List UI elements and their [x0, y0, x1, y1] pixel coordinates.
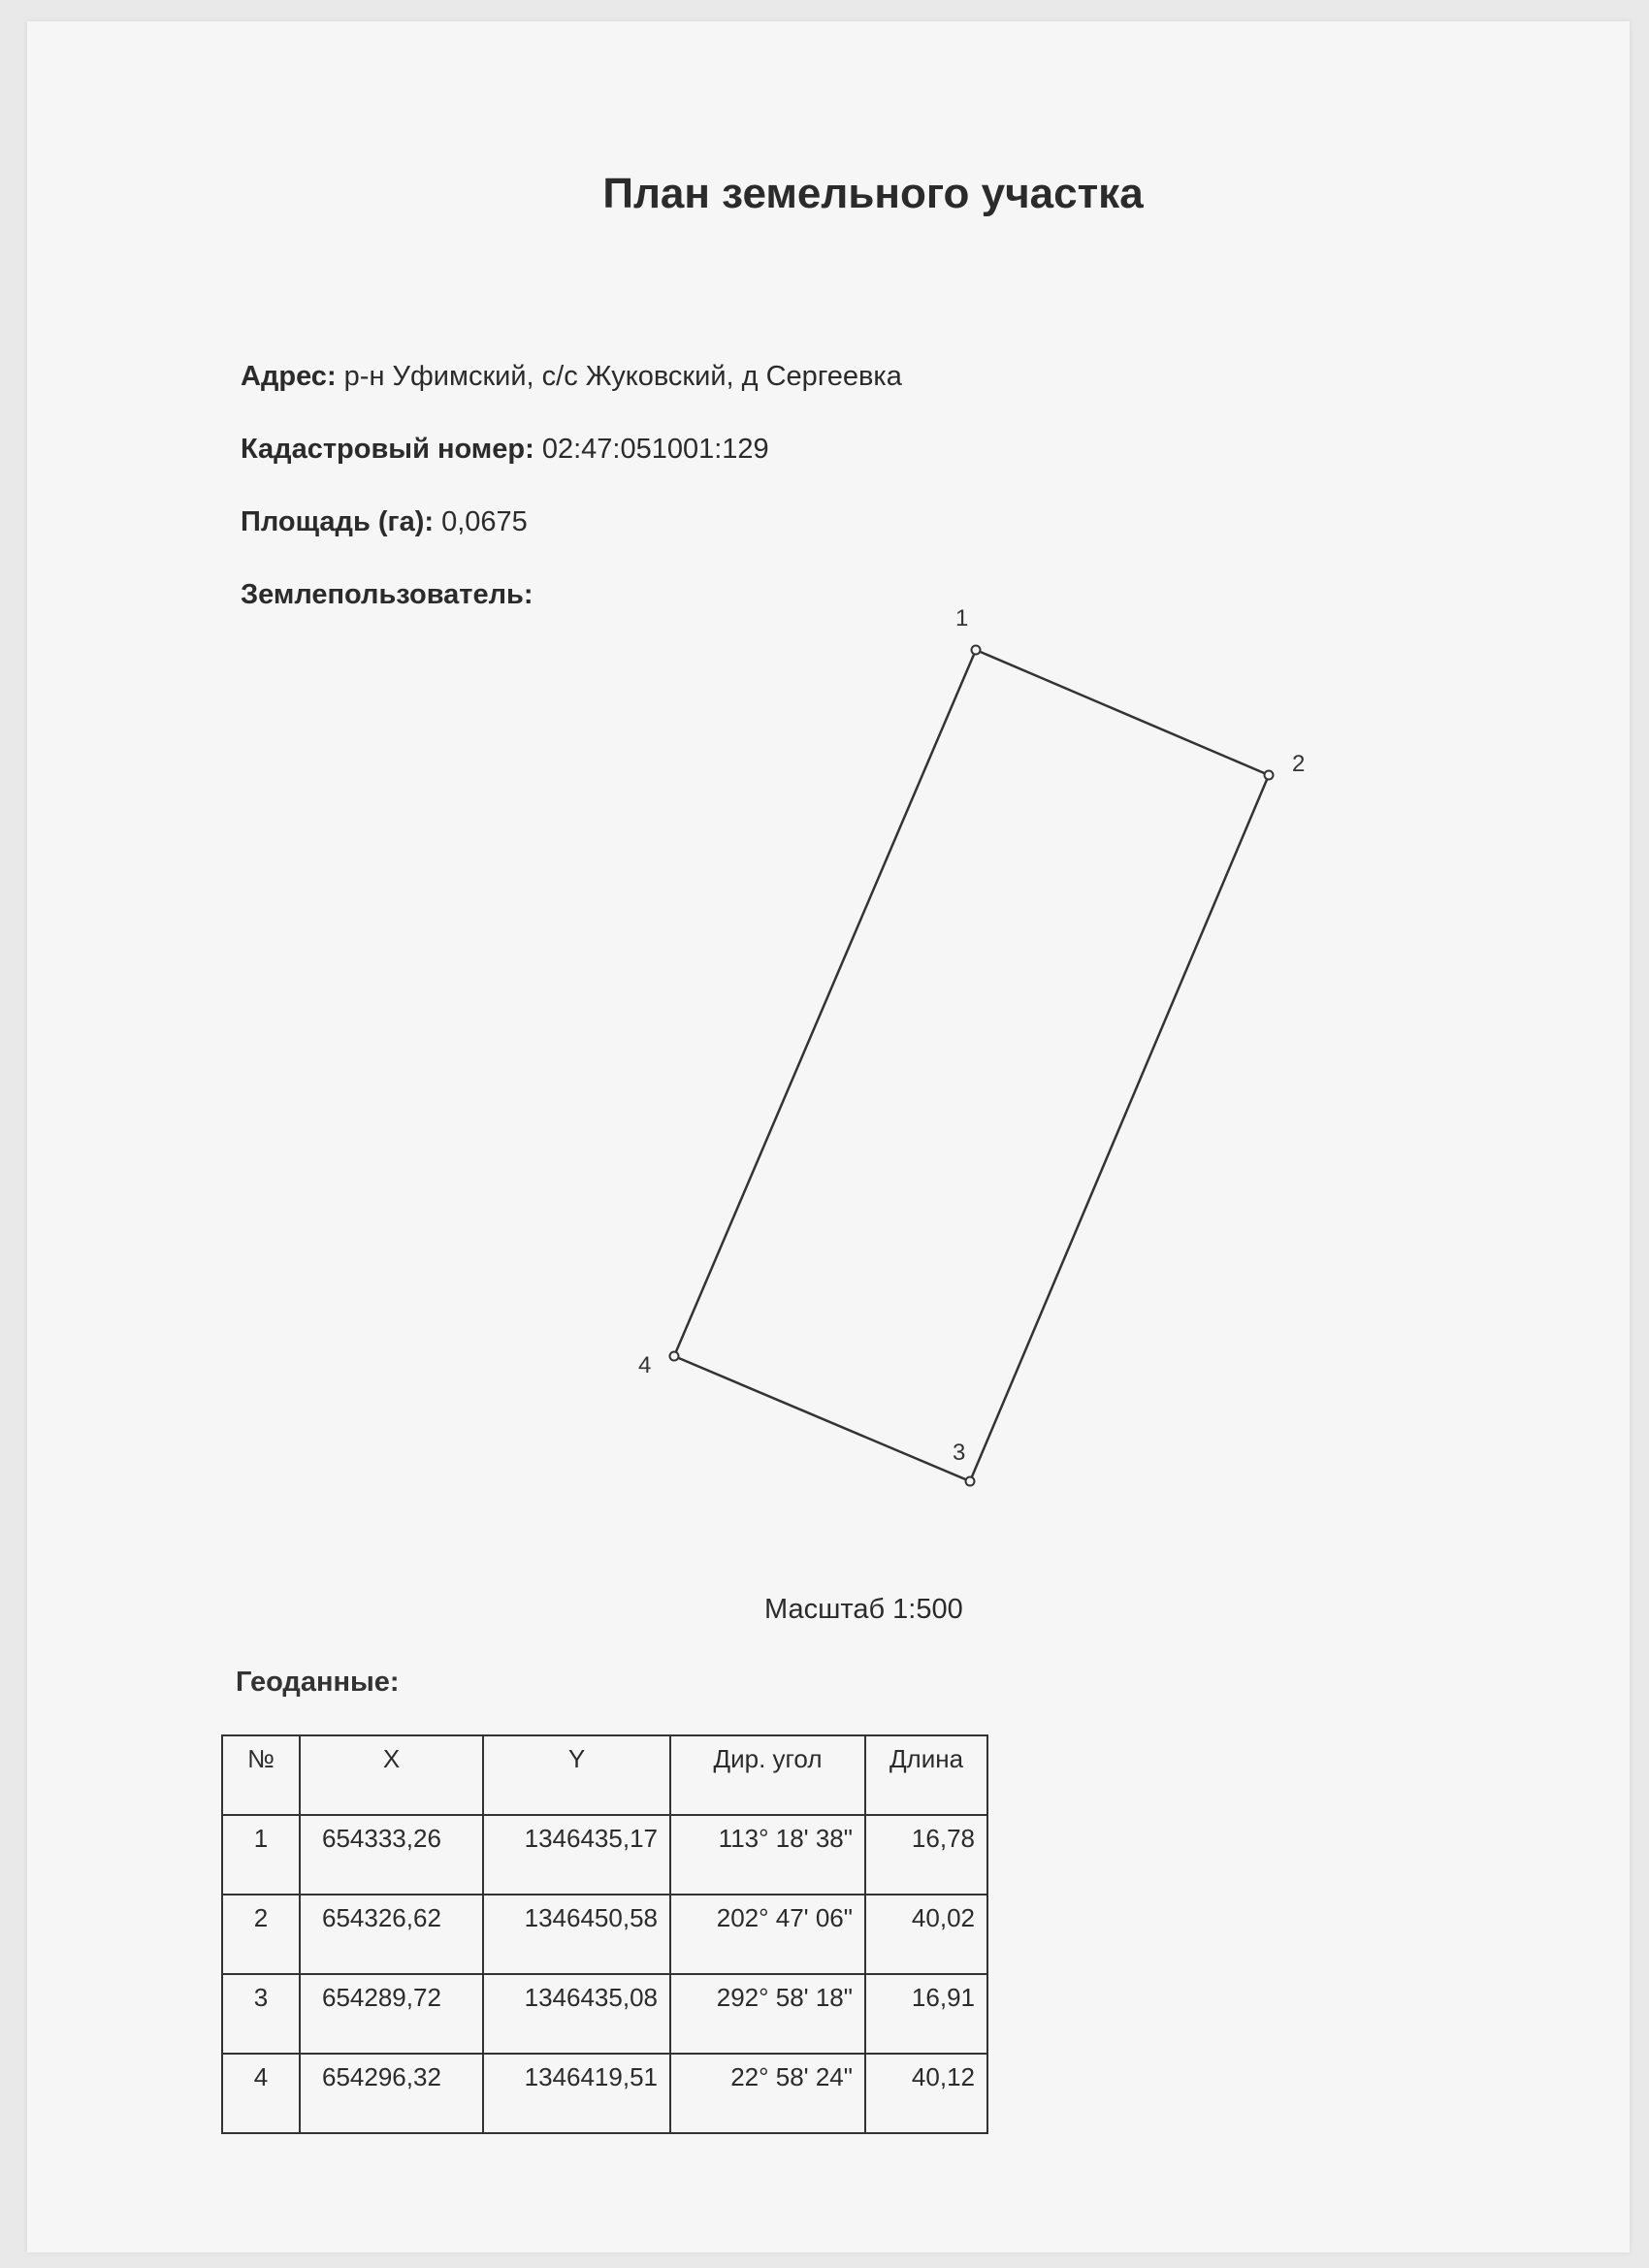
header-number: №	[222, 1735, 300, 1815]
header-direction-angle: Дир. угол	[670, 1735, 865, 1815]
cell-number: 2	[222, 1895, 300, 1974]
address-label: Адрес:	[241, 361, 337, 392]
header-length: Длина	[865, 1735, 987, 1815]
table-row	[222, 1815, 987, 1895]
cell-x: 654289,72	[300, 1974, 483, 2054]
cell-number: 4	[222, 2054, 300, 2133]
header-y: Y	[483, 1735, 670, 1815]
address-field	[241, 361, 902, 393]
cell-direction-angle: 292° 58' 18"	[670, 1974, 865, 2054]
area-value: 0,0675	[441, 506, 528, 537]
cell-y: 1346435,08	[483, 1974, 670, 2054]
cell-x: 654296,32	[300, 2054, 483, 2133]
cell-y: 1346450,58	[483, 1895, 670, 1974]
table-header-row	[222, 1735, 987, 1815]
cell-direction-angle: 22° 58' 24"	[670, 2054, 865, 2133]
land-user-field	[241, 579, 534, 611]
geodata-table	[221, 1734, 988, 2134]
table-row	[222, 1895, 987, 1974]
cell-direction-angle: 202° 47' 06"	[670, 1895, 865, 1974]
cell-number: 1	[222, 1815, 300, 1895]
cadastral-number-field	[241, 434, 769, 466]
plot-vertex-label-3: 3	[953, 1440, 966, 1466]
header-x: X	[300, 1735, 483, 1815]
address-value: р-н Уфимский, с/с Жуковский, д Сергеевка	[343, 361, 902, 392]
geodata-title: Геоданные:	[236, 1667, 400, 1698]
cell-y: 1346435,17	[483, 1815, 670, 1895]
table-row	[222, 2054, 987, 2133]
cell-direction-angle: 113° 18' 38"	[670, 1815, 865, 1895]
table-row	[222, 1974, 987, 2054]
cadastral-number-label: Кадастровый номер:	[241, 434, 534, 465]
cell-length: 16,91	[865, 1974, 987, 2054]
cell-length: 40,12	[865, 2054, 987, 2133]
cadastral-number-value: 02:47:051001:129	[541, 434, 769, 465]
cell-length: 40,02	[865, 1895, 987, 1974]
area-label: Площадь (га):	[241, 506, 435, 537]
land-user-label: Землепользователь:	[241, 579, 534, 610]
cell-x: 654333,26	[300, 1815, 483, 1895]
plot-vertex-label-2: 2	[1292, 751, 1306, 777]
area-field	[241, 506, 528, 538]
cell-x: 654326,62	[300, 1895, 483, 1974]
cell-number: 3	[222, 1974, 300, 2054]
cell-length: 16,78	[865, 1815, 987, 1895]
plot-vertex-label-4: 4	[638, 1352, 652, 1378]
document-title: План земельного участка	[602, 170, 1144, 217]
cell-y: 1346419,51	[483, 2054, 670, 2133]
scale-label: Масштаб 1:500	[764, 1594, 963, 1625]
plot-vertex-label-1: 1	[955, 605, 969, 632]
